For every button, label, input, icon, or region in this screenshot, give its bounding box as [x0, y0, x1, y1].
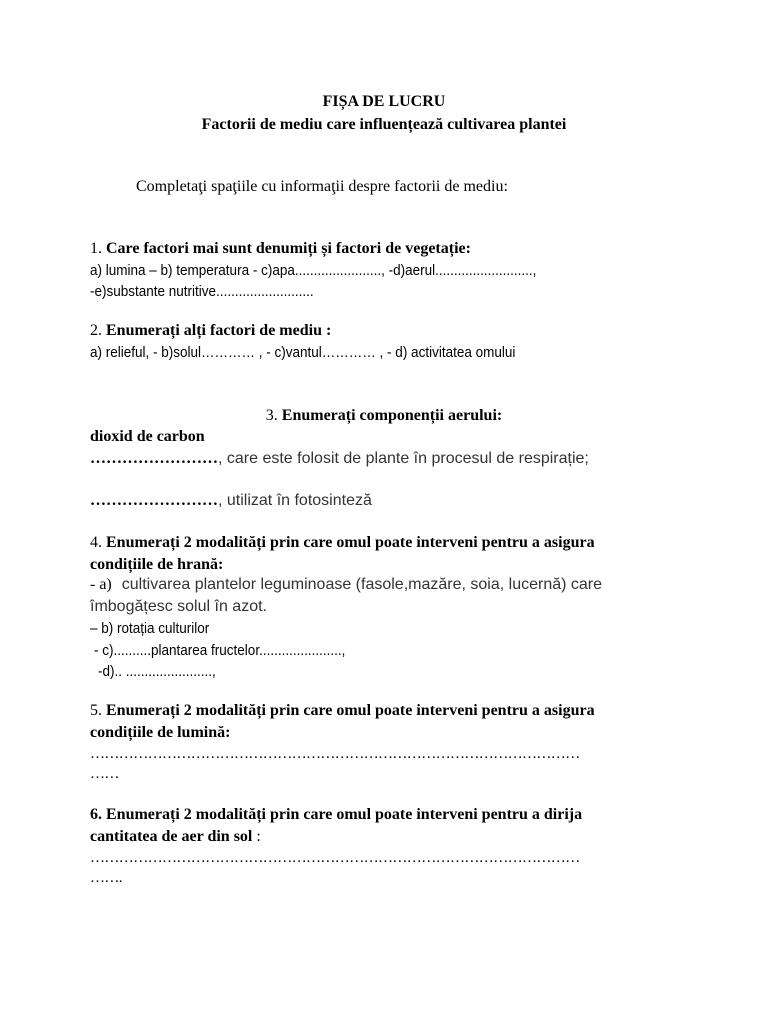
answer-line: [90, 576, 602, 594]
question-text-cont: [90, 828, 261, 846]
answer-line: -d).. .......................,: [98, 663, 216, 680]
answer-text: cultivarea plantelor leguminoase (fasole,mazăre, soia, lucernă) care: [121, 576, 603, 593]
answer-text-cont: îmbogățesc solul în azot.: [90, 598, 267, 615]
question-text: Enumerați componenții aerului:: [281, 407, 503, 424]
question-number: 6.: [90, 806, 102, 823]
question-text-cont: condițiile de hrană:: [90, 556, 224, 573]
question-text: Enumerați 2 modalități prin care omul poate interveni pentru a asigura: [106, 702, 595, 719]
answer-text: , utilizat în fotosinteză: [218, 492, 372, 509]
answer-line: a) lumina – b) temperatura - c)apa......................., -d)aerul..........................,: [90, 262, 537, 279]
question-text: Enumerați alți factori de mediu :: [106, 322, 332, 339]
blank-dots: …………………………………………………………………………………………: [90, 746, 580, 762]
instruction-text: Completaţi spaţiile cu informaţii despre factorii de mediu:: [136, 178, 508, 195]
blank-dots: ……………………: [90, 492, 218, 509]
page-subtitle: Factorii de mediu care influențează cultivarea plantei: [201, 116, 567, 133]
question-number: 3.: [265, 407, 278, 424]
answer-line: [90, 492, 372, 510]
question-2: [90, 322, 331, 340]
blank-dots: ……………………: [90, 450, 218, 467]
answer-prefix: - a): [90, 576, 112, 593]
answer-item: dioxid de carbon: [90, 428, 205, 445]
question-number: 5.: [90, 702, 102, 719]
question-3: [0, 407, 768, 425]
answer-text: , care este folosit de plante în procesul de respirație;: [218, 450, 589, 467]
question-number: 2.: [90, 322, 102, 339]
blank-dots: …….: [90, 870, 122, 886]
question-tail: :: [252, 828, 261, 845]
question-text: cantitatea de aer din sol: [90, 828, 253, 845]
question-4: [90, 534, 595, 552]
page-title: FIȘA DE LUCRU: [322, 93, 446, 110]
question-text: Care factori mai sunt denumiți și factori de vegetație:: [106, 240, 471, 257]
answer-line: a) relieful, - b)solul………… , - c)vantul………… , - d) activitatea omului: [90, 344, 516, 361]
question-number: 1.: [90, 240, 102, 257]
answer-line: -e)substante nutritive..........................: [90, 283, 314, 300]
question-6: [90, 806, 582, 824]
question-text: Enumerați 2 modalități prin care omul poate interveni pentru a dirija: [106, 806, 583, 823]
answer-line: – b) rotația culturilor: [90, 620, 210, 637]
answer-line: - c)..........plantarea fructelor......................,: [94, 642, 346, 659]
question-1: [90, 240, 471, 258]
answer-line: [90, 450, 589, 468]
question-text: Enumerați 2 modalități prin care omul poate interveni pentru a asigura: [106, 534, 595, 551]
question-text-cont: condițiile de lumină:: [90, 724, 231, 741]
blank-dots: ……: [90, 766, 119, 782]
question-number: 4.: [90, 534, 102, 551]
question-5: [90, 702, 595, 720]
blank-dots: …………………………………………………………………………………………: [90, 850, 580, 866]
